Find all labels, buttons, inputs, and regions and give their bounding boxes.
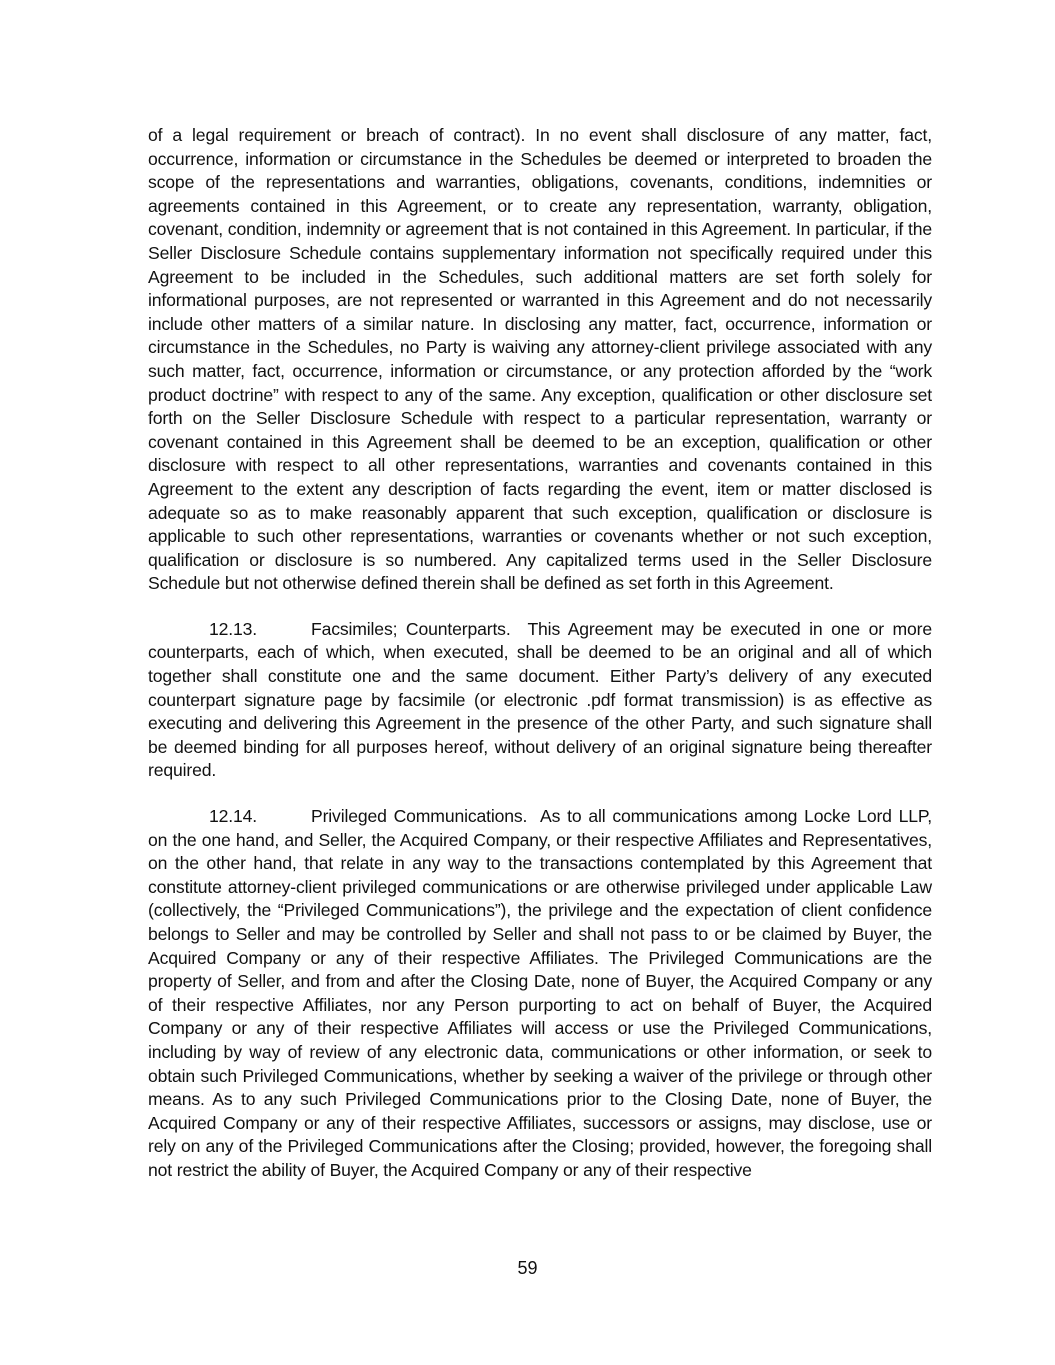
section-heading: Privileged Communications. bbox=[311, 806, 528, 827]
page-number: 59 bbox=[517, 1258, 538, 1278]
paragraph-continuation bbox=[148, 124, 932, 596]
section-text: As to all communications among Locke Lord LLP, on the one hand, and Seller, the Acquired Company, or their respective Affiliates and Representatives, on the other hand, that relate in any way to the transactions contemplated by this Agreement that constitute attorney-client privileged communications or are otherwise privileged under applicable Law (collectively, the “Privileged Communications”), the privilege and the expectation of client confidence belongs to Seller and may be controlled by Seller and shall not pass to or be claimed by Buyer, the Acquired Company or any of their respective Affiliates. The Privileged Communications are the property of Seller, and from and after the Closing Date, none of Buyer, the Acquired Company or any of their respective Affiliates, nor any Person purporting to act on behalf of Buyer, the Acquired Company or any of their respective Affiliates will access or use the Privileged Communications, including by way of review of any electronic data, communications or other information, or seek to obtain such Privileged Communications, whether by seeking a waiver of the privilege or through other means. As to any such Privileged Communications prior to the Closing Date, none of Buyer, the Acquired Company or any of their respective Affiliates, successors or assigns, may disclose, use or rely on any of the Privileged Communications after the Closing; provided, however, the foregoing shall not restrict the ability of Buyer, the Acquired Company or any of their respective bbox=[148, 806, 932, 1180]
section-text: This Agreement may be executed in one or more counterparts, each of which, when executed, shall be deemed to be an original and all of which together shall constitute one and the same document. Either Party’s delivery of any executed counterpart signature page by facsimile (or electronic .pdf format transmission) is as effective as executing and delivering this Agreement in the presence of the other Party, and such signature shall be deemed binding for all purposes hereof, without delivery of an original signature being thereafter required. bbox=[148, 618, 932, 781]
document-body bbox=[148, 124, 932, 1183]
section-12-14 bbox=[148, 805, 932, 1183]
section-number: 12.13. bbox=[209, 618, 258, 639]
section-heading: Facsimiles; Counterparts. bbox=[311, 618, 511, 639]
section-number: 12.14. bbox=[209, 806, 258, 827]
paragraph-text: of a legal requirement or breach of contract). In no event shall disclosure of any matter, fact, occurrence, information or circumstance in the Schedules be deemed or interpreted to broaden the scope of the representations and warranties, obligations, covenants, conditions, indemnities or agreements contained in this Agreement, or to create any representation, warranty, obligation, covenant, condition, indemnity or agreement that is not contained in this Agreement. In particular, if the Seller Disclosure Schedule contains supplementary information not specifically required under this Agreement to be included in the Schedules, such additional matters are set forth solely for informational purposes, are not represented or warranted in this Agreement and do not necessarily include other matters of a similar nature. In disclosing any matter, fact, occurrence, information or circumstance in the Schedules, no Party is waiving any attorney-client privilege associated with any such matter, fact, occurrence, information or circumstance, or any protection afforded by the “work product doctrine” with respect to any of the same. Any exception, qualification or other disclosure set forth on the Seller Disclosure Schedule with respect to a particular representation, warranty or covenant contained in this Agreement shall be deemed to be an exception, qualification or other disclosure with respect to all other representations, warranties and covenants contained in this Agreement to the extent any description of facts regarding the event, item or matter disclosed is adequate so as to make reasonably apparent that such exception, qualification or disclosure is applicable to such other representations, warranties or covenants whether or not such exception, qualification or disclosure is so numbered. Any capitalized terms used in the Seller Disclosure Schedule but not otherwise defined therein shall be defined as set forth in this Agreement. bbox=[148, 125, 932, 594]
section-12-13 bbox=[148, 618, 932, 783]
